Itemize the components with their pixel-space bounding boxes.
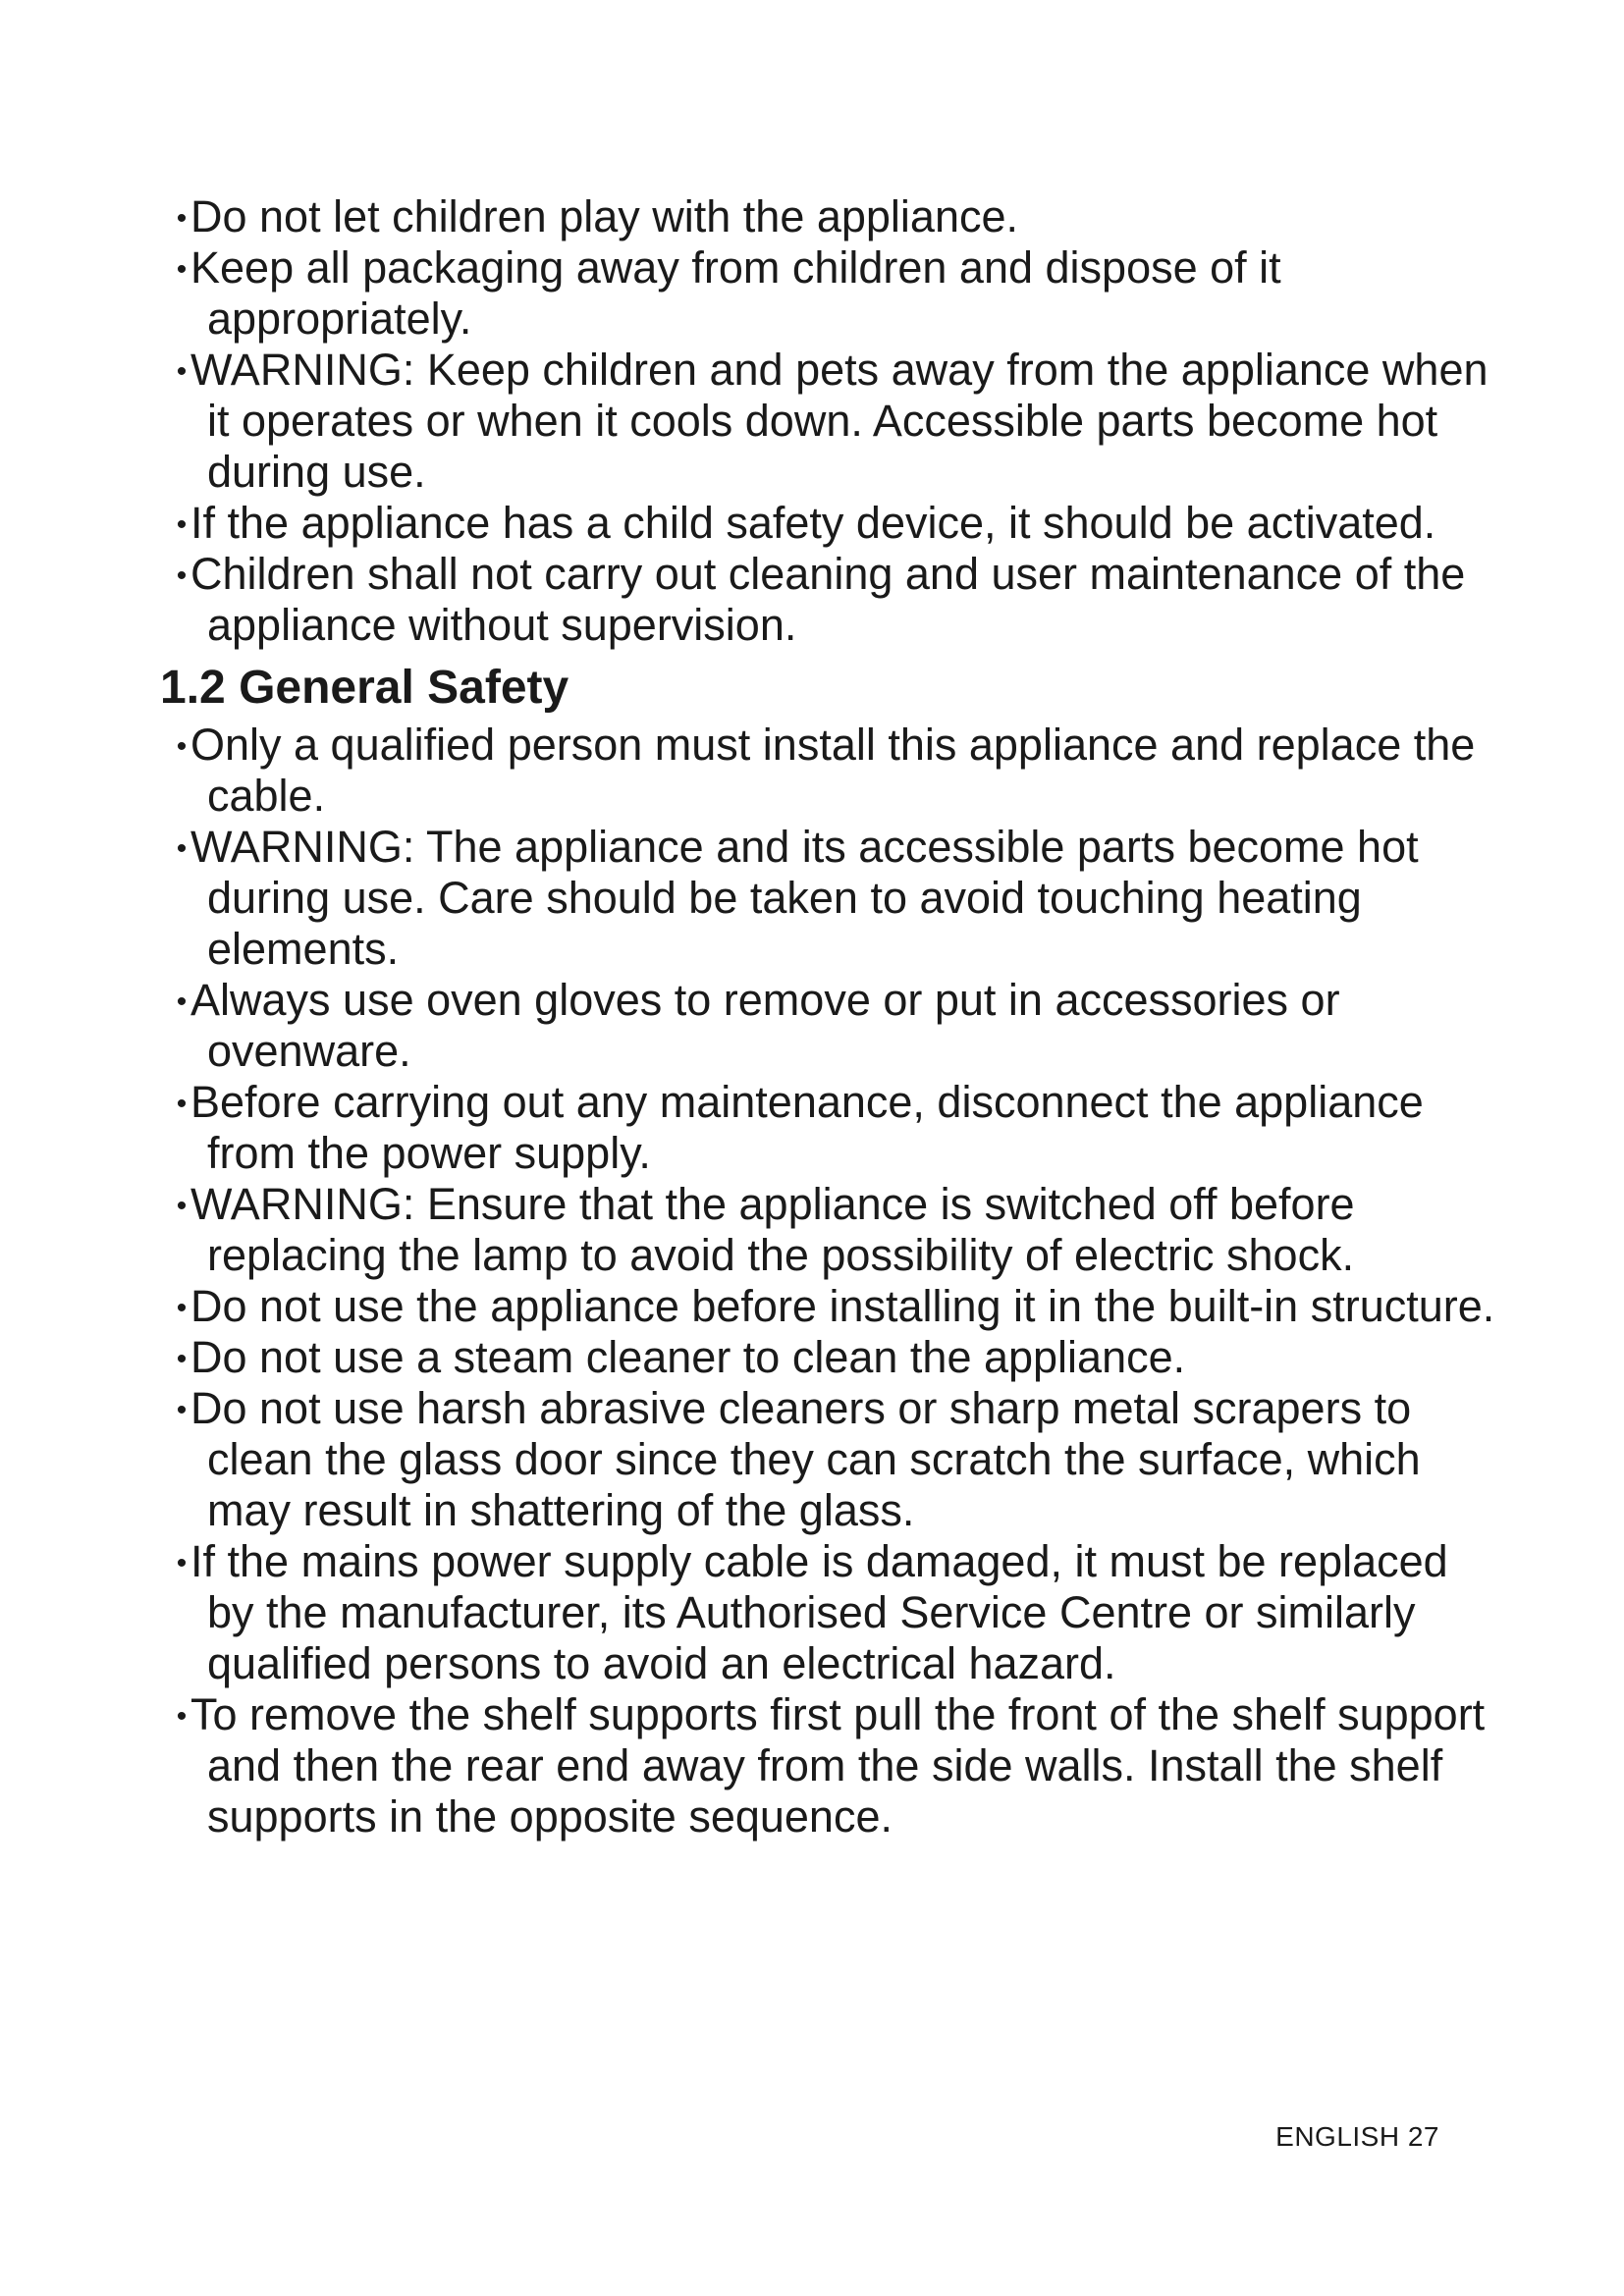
bullet-icon: •	[176, 1088, 188, 1120]
bullet-icon: •	[176, 832, 188, 865]
list-item	[160, 1281, 1495, 1332]
list-item	[160, 822, 1495, 975]
list-item-text: WARNING: Ensure that the appliance is switched off before replacing the lamp to avoid the possibility of electric shock.	[190, 1179, 1355, 1280]
bullet-icon: •	[176, 1292, 188, 1324]
list-item-text: Keep all packaging away from children and dispose of it appropriately.	[190, 242, 1281, 344]
list-item	[160, 549, 1495, 651]
list-item	[160, 1689, 1495, 1842]
list-item	[160, 1536, 1495, 1689]
list-item	[160, 1077, 1495, 1179]
page-number: ENGLISH 27	[1275, 2121, 1439, 2152]
list-item	[160, 1179, 1495, 1281]
bullet-icon: •	[176, 1190, 188, 1222]
list-item-text: Do not let children play with the appliance.	[190, 191, 1019, 241]
list-item	[160, 1332, 1495, 1383]
list-item-text: Do not use harsh abrasive cleaners or sharp metal scrapers to clean the glass door since they can scratch the surface, which may result in shattering of the glass.	[190, 1383, 1421, 1535]
list-item	[160, 975, 1495, 1077]
list-item-text: Only a qualified person must install this appliance and replace the cable.	[190, 720, 1476, 821]
list-item	[160, 720, 1495, 822]
list-item	[160, 242, 1495, 345]
bullet-icon: •	[176, 202, 188, 235]
bullet-icon: •	[176, 730, 188, 763]
list-item	[160, 345, 1495, 498]
list-item-text: Always use oven gloves to remove or put in accessories or ovenware.	[190, 975, 1340, 1076]
list-item-text: If the mains power supply cable is damaged, it must be replaced by the manufacturer, its Authorised Service Centre or similarly qualified persons to avoid an electrical hazard.	[190, 1536, 1448, 1688]
bullet-icon: •	[176, 1343, 188, 1375]
list-item	[160, 191, 1495, 242]
bullet-icon: •	[176, 1394, 188, 1426]
list-item-text: Before carrying out any maintenance, disconnect the appliance from the power supply.	[190, 1077, 1424, 1178]
bullet-icon: •	[176, 986, 188, 1018]
list-item	[160, 498, 1495, 549]
bullet-icon: •	[176, 560, 188, 592]
list-item-text: To remove the shelf supports first pull the front of the shelf support and then the rear end away from the side walls. Install the shelf supports in the opposite sequence.	[190, 1689, 1486, 1842]
bullet-icon: •	[176, 253, 188, 286]
list-item-text: If the appliance has a child safety device, it should be activated.	[190, 498, 1436, 548]
section-heading: 1.2 General Safety	[160, 662, 569, 714]
list-item-text: WARNING: The appliance and its accessible parts become hot during use. Care should be taken to avoid touching heating elements.	[190, 822, 1419, 974]
bullet-icon: •	[176, 355, 188, 388]
bullet-icon: •	[176, 1547, 188, 1579]
bullet-icon: •	[176, 508, 188, 541]
list-item-text: Children shall not carry out cleaning and user maintenance of the appliance without supervision.	[190, 549, 1466, 650]
list-item	[160, 1383, 1495, 1536]
list-item-text: Do not use a steam cleaner to clean the appliance.	[190, 1332, 1186, 1382]
bullet-icon: •	[176, 1700, 188, 1733]
list-item-text: Do not use the appliance before installing it in the built-in structure.	[190, 1281, 1495, 1331]
child-safety-list	[160, 191, 1495, 651]
list-item-text: WARNING: Keep children and pets away from the appliance when it operates or when it cools down. Accessible parts become hot during use.	[190, 345, 1489, 497]
general-safety-list	[160, 720, 1495, 1842]
page-content	[160, 191, 1495, 1842]
